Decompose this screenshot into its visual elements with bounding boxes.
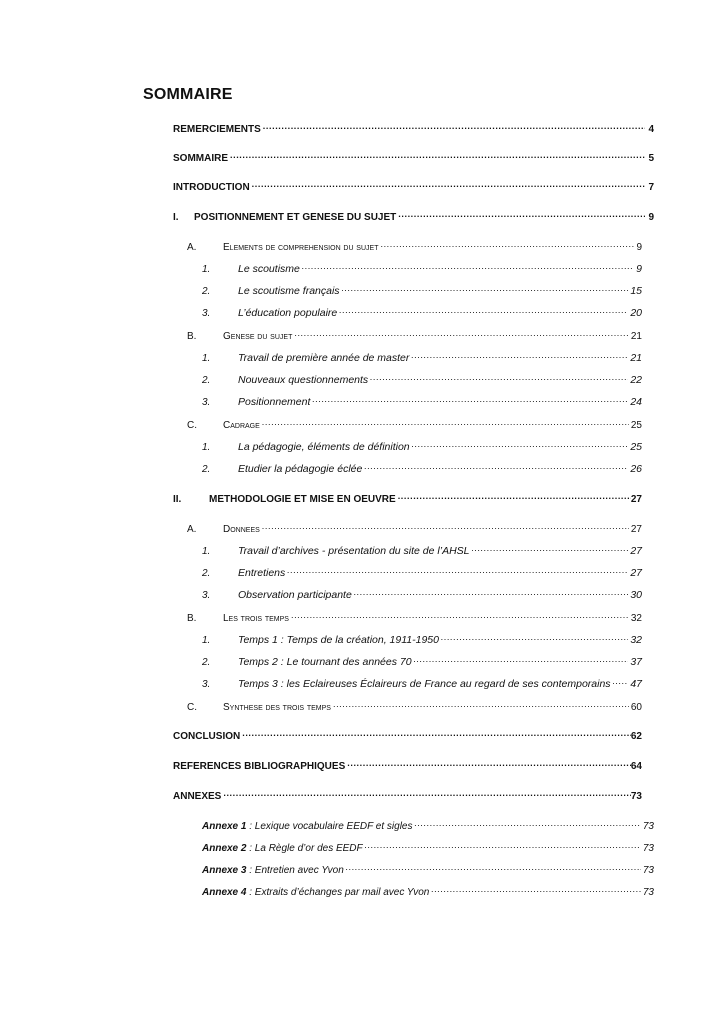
- toc-page-number: 9: [648, 212, 654, 223]
- toc-number: 2.: [202, 568, 211, 579]
- toc-entry-conclusion[interactable]: [173, 727, 642, 743]
- toc-number: A.: [187, 242, 197, 253]
- toc-label: Donnees: [223, 524, 260, 535]
- dot-leader: [414, 653, 629, 665]
- dot-leader: [398, 208, 645, 220]
- toc-entry-annexe-4[interactable]: [202, 883, 654, 899]
- toc-label: Le scoutisme français: [238, 285, 340, 297]
- toc-entry-2-a-2[interactable]: [202, 564, 642, 580]
- dot-leader: [223, 787, 631, 799]
- toc-label: Elements de comprehension du sujet: [223, 242, 379, 253]
- toc-page-number: 30: [630, 589, 642, 601]
- dot-leader: [346, 861, 641, 873]
- toc-page-number: 27: [630, 494, 642, 505]
- annex-name: Annexe 2: [202, 843, 247, 854]
- dot-leader: [242, 727, 631, 739]
- toc-label: [202, 821, 412, 833]
- toc-label: [202, 887, 429, 899]
- toc-entry-sommaire[interactable]: [173, 149, 654, 165]
- dot-leader: [230, 149, 645, 161]
- toc-page-number: 21: [630, 331, 642, 342]
- toc-page-number: 22: [630, 374, 642, 386]
- toc-label: Le scoutisme: [238, 263, 300, 275]
- toc-entry-1-c-2[interactable]: [202, 460, 642, 476]
- dot-leader: [312, 393, 628, 405]
- dot-leader: [291, 609, 629, 621]
- toc-entry-2-b-2[interactable]: [202, 653, 642, 669]
- dot-leader: [302, 260, 634, 272]
- annex-name: Annexe 1: [202, 821, 247, 832]
- dot-leader: [398, 490, 631, 502]
- toc-page-number: 60: [630, 702, 642, 713]
- toc-number: 1.: [202, 264, 211, 275]
- annex-title: : Entretien avec Yvon: [246, 865, 344, 876]
- toc-page-number: 73: [642, 865, 654, 876]
- dot-leader: [347, 757, 631, 769]
- toc-label: POSITIONNEMENT ET GENESE DU SUJET: [194, 212, 397, 223]
- toc-label: Entretiens: [238, 567, 286, 579]
- toc-entry-2-b[interactable]: [187, 609, 642, 625]
- dot-leader: [441, 631, 628, 643]
- toc-page-number: 4: [648, 124, 654, 135]
- toc-entry-annexe-3[interactable]: [202, 861, 654, 877]
- toc-number: 1.: [202, 635, 211, 646]
- toc-label: REFERENCES BIBLIOGRAPHIQUES: [173, 761, 346, 772]
- toc-number: 3.: [202, 397, 211, 408]
- dot-leader: [294, 327, 629, 339]
- dot-leader: [414, 817, 640, 829]
- toc-page-number: 73: [642, 887, 654, 898]
- toc-page-number: 5: [648, 153, 654, 164]
- toc-label: [202, 843, 363, 855]
- toc-label: [202, 865, 344, 877]
- toc-number: 3.: [202, 590, 211, 601]
- toc-label: Synthese des trois temps: [223, 702, 331, 713]
- toc-page-number: 7: [648, 182, 654, 193]
- dot-leader: [411, 349, 628, 361]
- toc-number: I.: [173, 212, 179, 223]
- toc-number: II.: [173, 494, 182, 505]
- toc-page-number: 27: [630, 567, 642, 579]
- toc-page-number: 20: [630, 307, 642, 319]
- toc-number: 2.: [202, 375, 211, 386]
- annex-title: : Lexique vocabulaire EEDF et sigles: [246, 821, 413, 832]
- toc-page-number: 25: [630, 441, 642, 453]
- toc-entry-annexes[interactable]: [173, 787, 642, 803]
- dot-leader: [370, 371, 628, 383]
- dot-leader: [287, 564, 628, 576]
- toc-number: 1.: [202, 353, 211, 364]
- toc-page-number: 9: [636, 242, 642, 253]
- toc-label: Temps 2 : Le tournant des années 70: [238, 656, 412, 668]
- toc-page-number: 24: [630, 396, 642, 408]
- toc-label: Travail de première année de master: [238, 352, 410, 364]
- toc-page-number: 73: [630, 791, 642, 802]
- annex-title: : Extraits d’échanges par mail avec Yvon: [246, 887, 430, 898]
- toc-page-number: 47: [630, 678, 642, 690]
- toc-label: La pédagogie, éléments de définition: [238, 441, 410, 453]
- toc-entry-annexe-1[interactable]: [202, 817, 654, 833]
- annex-title: : La Règle d’or des EEDF: [246, 843, 363, 854]
- dot-leader: [412, 438, 629, 450]
- toc-entry-part-2[interactable]: [173, 490, 642, 506]
- toc-page-number: 26: [630, 463, 642, 475]
- toc-label: Les trois temps: [223, 613, 289, 624]
- toc-label: Nouveaux questionnements: [238, 374, 369, 386]
- page-title: SOMMAIRE: [143, 86, 233, 103]
- annex-name: Annexe 3: [202, 865, 247, 876]
- toc-label: REMERCIEMENTS: [173, 124, 261, 135]
- toc-page-number: 32: [630, 634, 642, 646]
- toc-label: SOMMAIRE: [173, 153, 228, 164]
- toc-entry-annexe-2[interactable]: [202, 839, 654, 855]
- toc-number: 2.: [202, 464, 211, 475]
- toc-entry-1-b[interactable]: [187, 327, 642, 343]
- toc-number: B.: [187, 331, 197, 342]
- toc-label: Temps 3 : les Eclaireuses Éclaireurs de France au regard de ses contemporains: [238, 678, 611, 690]
- toc-label: Travail d’archives - présentation du site de l’AHSL: [238, 545, 470, 557]
- toc-number: A.: [187, 524, 197, 535]
- dot-leader: [364, 460, 628, 472]
- toc-entry-1-c[interactable]: [187, 416, 642, 432]
- toc-number: C.: [187, 702, 197, 713]
- toc-number: 2.: [202, 657, 211, 668]
- toc-page-number: 21: [630, 352, 642, 364]
- toc-entry-remerciements[interactable]: [173, 120, 654, 136]
- toc-entry-1-b-1[interactable]: [202, 349, 642, 365]
- toc-number: C.: [187, 420, 197, 431]
- dot-leader: [365, 839, 641, 851]
- toc-page-number: 73: [642, 821, 654, 832]
- dot-leader: [333, 698, 629, 710]
- toc-page-number: 15: [630, 285, 642, 297]
- toc-number: 1.: [202, 442, 211, 453]
- toc-label: L’éducation populaire: [238, 307, 338, 319]
- toc-label: Genese du sujet: [223, 331, 293, 342]
- toc-entry-2-b-3[interactable]: [202, 675, 642, 691]
- toc-entry-part-1[interactable]: [173, 208, 654, 224]
- toc-number: 1.: [202, 546, 211, 557]
- toc-number: 3.: [202, 679, 211, 690]
- toc-label: ANNEXES: [173, 791, 222, 802]
- toc-entry-1-b-3[interactable]: [202, 393, 642, 409]
- toc-label: METHODOLOGIE ET MISE EN OEUVRE: [209, 494, 396, 505]
- toc-entry-introduction[interactable]: [173, 178, 654, 194]
- toc-label: Cadrage: [223, 420, 260, 431]
- toc-entry-references[interactable]: [173, 757, 642, 773]
- toc-entry-2-a-3[interactable]: [202, 586, 642, 602]
- toc-entry-1-a-1[interactable]: [202, 260, 642, 276]
- toc-page-number: 73: [642, 843, 654, 854]
- dot-leader: [262, 416, 629, 428]
- toc-page-number: 27: [630, 545, 642, 557]
- toc-label: Positionnement: [238, 396, 311, 408]
- toc-page-number: 27: [630, 524, 642, 535]
- dot-leader: [263, 120, 646, 132]
- toc-number: 2.: [202, 286, 211, 297]
- toc-number: 3.: [202, 308, 211, 319]
- toc-page-number: 37: [630, 656, 642, 668]
- dot-leader: [431, 883, 641, 895]
- toc-label: Observation participante: [238, 589, 352, 601]
- dot-leader: [354, 586, 628, 598]
- toc-page-number: 9: [636, 263, 642, 275]
- toc-label: Temps 1 : Temps de la création, 1911-1950: [238, 634, 439, 646]
- toc-page-number: 25: [630, 420, 642, 431]
- toc-entry-1-a[interactable]: [187, 238, 642, 254]
- dot-leader: [252, 178, 646, 190]
- dot-leader: [472, 542, 629, 554]
- toc-entry-1-a-3[interactable]: [202, 304, 642, 320]
- toc-entry-2-b-1[interactable]: [202, 631, 642, 647]
- toc-label: CONCLUSION: [173, 731, 241, 742]
- toc-page-number: 64: [630, 761, 642, 772]
- dot-leader: [342, 282, 629, 294]
- toc-entry-2-c[interactable]: [187, 698, 642, 714]
- dot-leader: [613, 675, 629, 687]
- toc-page-number: 62: [630, 731, 642, 742]
- toc-label: INTRODUCTION: [173, 182, 250, 193]
- toc-entry-2-a[interactable]: [187, 520, 642, 536]
- toc-entry-2-a-1[interactable]: [202, 542, 642, 558]
- dot-leader: [339, 304, 628, 316]
- dot-leader: [380, 238, 634, 250]
- dot-leader: [262, 520, 629, 532]
- toc-page-number: 32: [630, 613, 642, 624]
- toc-number: B.: [187, 613, 197, 624]
- toc-entry-1-b-2[interactable]: [202, 371, 642, 387]
- toc-entry-1-c-1[interactable]: [202, 438, 642, 454]
- toc-entry-1-a-2[interactable]: [202, 282, 642, 298]
- annex-name: Annexe 4: [202, 887, 247, 898]
- toc-label: Etudier la pédagogie éclée: [238, 463, 363, 475]
